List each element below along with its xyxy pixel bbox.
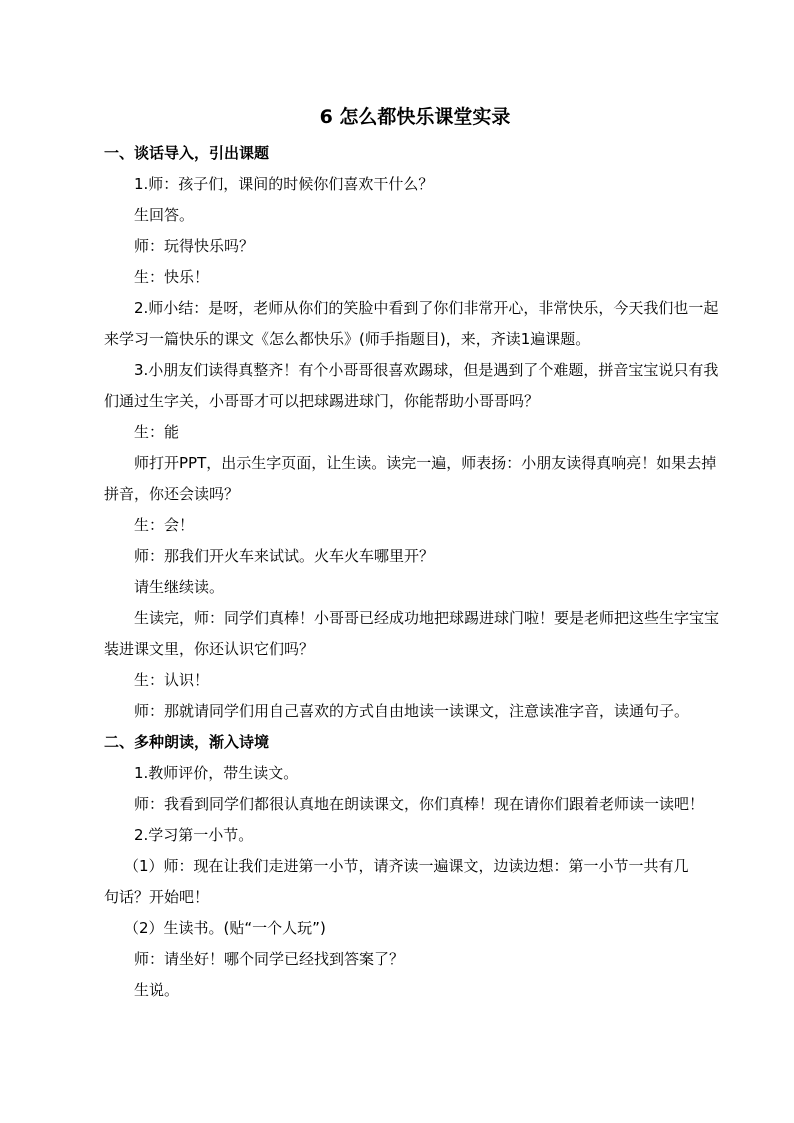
paragraph-line: 2.师小结：是呀，老师从你们的笑脸中看到了你们非常开心，非常快乐，今天我们也一起 <box>134 299 719 317</box>
paragraph-line: 请生继续读。 <box>134 578 225 596</box>
paragraph-line: 3.小朋友们读得真整齐！有个小哥哥很喜欢踢球，但是遇到了个难题，拼音宝宝说只有我 <box>134 361 719 379</box>
paragraph-line: 生：会！ <box>134 516 195 534</box>
paragraph-line: 师：我看到同学们都很认真地在朗读课文，你们真棒！现在请你们跟着老师读一读吧！ <box>134 795 705 813</box>
paragraph-line: 2.学习第一小节。 <box>134 826 254 844</box>
paragraph-line: 1.师：孩子们，课间的时候你们喜欢干什么？ <box>134 175 434 193</box>
paragraph-line: 师：那就请同学们用自己喜欢的方式自由地读一读课文，注意读准字音，读通句子。 <box>134 702 690 720</box>
paragraph-line: 们通过生字关，小哥哥才可以把球踢进球门，你能帮助小哥哥吗？ <box>104 392 540 410</box>
paragraph-line: 生：认识！ <box>134 671 210 689</box>
paragraph-line: 来学习一篇快乐的课文《怎么都快乐》(师手指题目)，来，齐读1遍课题。 <box>104 330 591 348</box>
paragraph-line: 师：请坐好！哪个同学已经找到答案了？ <box>134 950 405 968</box>
paragraph-line: 装进课文里，你还认识它们吗？ <box>104 640 315 658</box>
paragraph-line: 生回答。 <box>134 206 195 224</box>
paragraph-line: 师：那我们开火车来试试。火车火车哪里开？ <box>134 547 435 565</box>
paragraph-line: （2）生读书。(贴“一个人玩”) <box>124 919 326 937</box>
paragraph-line: 拼音，你还会读吗？ <box>104 485 240 503</box>
paragraph-line: 师：玩得快乐吗？ <box>134 237 255 255</box>
section-heading-2: 二、多种朗读，渐入诗境 <box>104 733 270 751</box>
paragraph-line: 生说。 <box>134 981 180 999</box>
paragraph-line: 生：能 <box>134 423 180 441</box>
paragraph-line: 生读完，师：同学们真棒！小哥哥已经成功地把球踢进球门啦！要是老师把这些生字宝宝 <box>134 609 720 627</box>
paragraph-line: 1.教师评价，带生读文。 <box>134 764 299 782</box>
paragraph-line: 句话？开始吧！ <box>104 888 210 906</box>
paragraph-line: 生：快乐！ <box>134 268 210 286</box>
paragraph-line: 师打开PPT，出示生字页面，让生读。读完一遍，师表扬：小朋友读得真响亮！如果去掉 <box>134 454 717 472</box>
section-heading-1: 一、谈话导入，引出课题 <box>104 144 270 162</box>
paragraph-line: （1）师：现在让我们走进第一小节，请齐读一遍课文，边读边想：第一小节一共有几 <box>124 857 689 875</box>
page-title: 6 怎么都快乐课堂实录 <box>319 106 511 128</box>
